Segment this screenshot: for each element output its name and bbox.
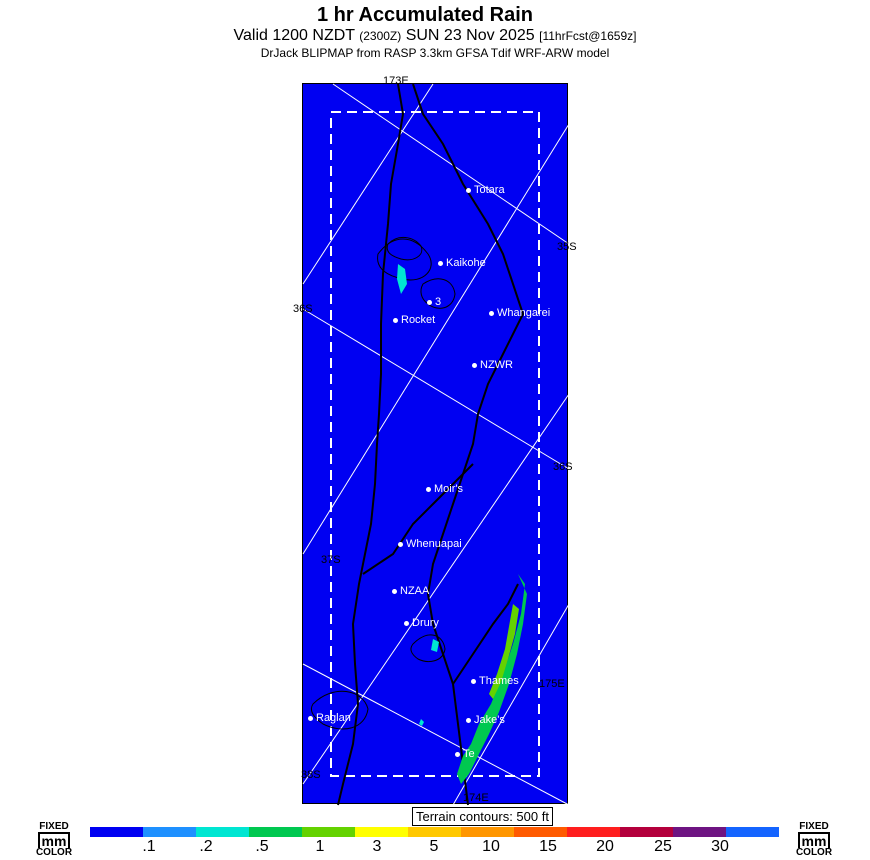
scale-tick-label: .1 <box>142 838 156 855</box>
location-dot-icon <box>308 716 313 721</box>
scale-swatch <box>355 827 408 837</box>
valid-utc: (2300Z) <box>359 29 402 43</box>
place-rocket: Rocket <box>393 314 435 326</box>
valid-main: Valid 1200 NZDT <box>233 27 355 44</box>
map-title: 1 hr Accumulated Rain <box>317 4 533 26</box>
place-jakes: Jake's <box>466 714 505 726</box>
place-nzaa: NZAA <box>392 585 429 597</box>
scale-swatch <box>143 827 196 837</box>
scale-swatch <box>726 827 779 837</box>
scale-tick-label: 25 <box>654 838 672 855</box>
lat-label-36s-east: 36S <box>553 461 573 473</box>
location-dot-icon <box>438 261 443 266</box>
place-nzwr: NZWR <box>472 359 513 371</box>
scale-tick-label: 5 <box>429 838 439 855</box>
lon-label-173e: 173E <box>383 75 409 87</box>
valid-time <box>0 27 870 45</box>
terrain-contour-note: Terrain contours: 500 ft <box>412 807 553 826</box>
location-dot-icon <box>393 318 398 323</box>
scale-tick-label: 20 <box>596 838 614 855</box>
scale-swatch <box>408 827 461 837</box>
model-description: DrJack BLIPMAP from RASP 3.3km GFSA Tdif WRF-ARW model <box>260 46 610 60</box>
place-drury: Drury <box>404 617 439 629</box>
location-dot-icon <box>426 487 431 492</box>
place-kaikohe: Kaikohe <box>438 257 486 269</box>
scale-swatch <box>620 827 673 837</box>
scale-swatch <box>196 827 249 837</box>
scale-tick-label: 3 <box>372 838 382 855</box>
lon-label-174e: 174E <box>463 792 489 804</box>
place-totara: Totara <box>466 184 505 196</box>
location-dot-icon <box>392 589 397 594</box>
legend-fixed-left: FIXED mm COLOR <box>35 821 73 858</box>
scale-swatch <box>302 827 355 837</box>
place-3: 3 <box>427 296 441 308</box>
forecast-info: [11hrFcst@1659z] <box>539 29 637 43</box>
legend-fixed-right: FIXED mm COLOR <box>795 821 833 858</box>
place-whenuapai: Whenuapai <box>398 538 462 550</box>
scale-swatch <box>567 827 620 837</box>
location-dot-icon <box>455 752 460 757</box>
scale-tick-label: .5 <box>255 838 269 855</box>
location-dot-icon <box>466 188 471 193</box>
place-thames: Thames <box>471 675 519 687</box>
location-dot-icon <box>489 311 494 316</box>
lat-label-38s: 38S <box>301 769 321 781</box>
scale-swatch <box>249 827 302 837</box>
scale-swatch <box>673 827 726 837</box>
place-whangarei: Whangarei <box>489 307 550 319</box>
location-dot-icon <box>404 621 409 626</box>
location-dot-icon <box>466 718 471 723</box>
scale-tick-label: 30 <box>711 838 729 855</box>
lat-label-36s-west: 36S <box>293 303 313 315</box>
lat-label-35s: 35S <box>557 241 577 253</box>
color-scale <box>90 827 779 837</box>
scale-swatch <box>461 827 514 837</box>
place-moirs: Moir's <box>426 483 463 495</box>
scale-swatch <box>514 827 567 837</box>
location-dot-icon <box>472 363 477 368</box>
place-raglan: Raglan <box>308 712 351 724</box>
valid-date: SUN 23 Nov 2025 <box>405 27 535 44</box>
map-graphics <box>303 84 569 805</box>
scale-tick-label: 1 <box>315 838 325 855</box>
rain-map <box>293 75 577 804</box>
location-dot-icon <box>471 679 476 684</box>
location-dot-icon <box>398 542 403 547</box>
scale-tick-label: 10 <box>482 838 500 855</box>
location-dot-icon <box>427 300 432 305</box>
lon-label-175e: 175E <box>539 678 565 690</box>
scale-swatch <box>90 827 143 837</box>
rain-areas <box>397 264 527 784</box>
scale-tick-label: 15 <box>539 838 557 855</box>
scale-tick-label: .2 <box>199 838 213 855</box>
place-te: Te <box>455 748 475 760</box>
lat-label-37s: 37S <box>321 554 341 566</box>
graticule <box>303 84 569 805</box>
